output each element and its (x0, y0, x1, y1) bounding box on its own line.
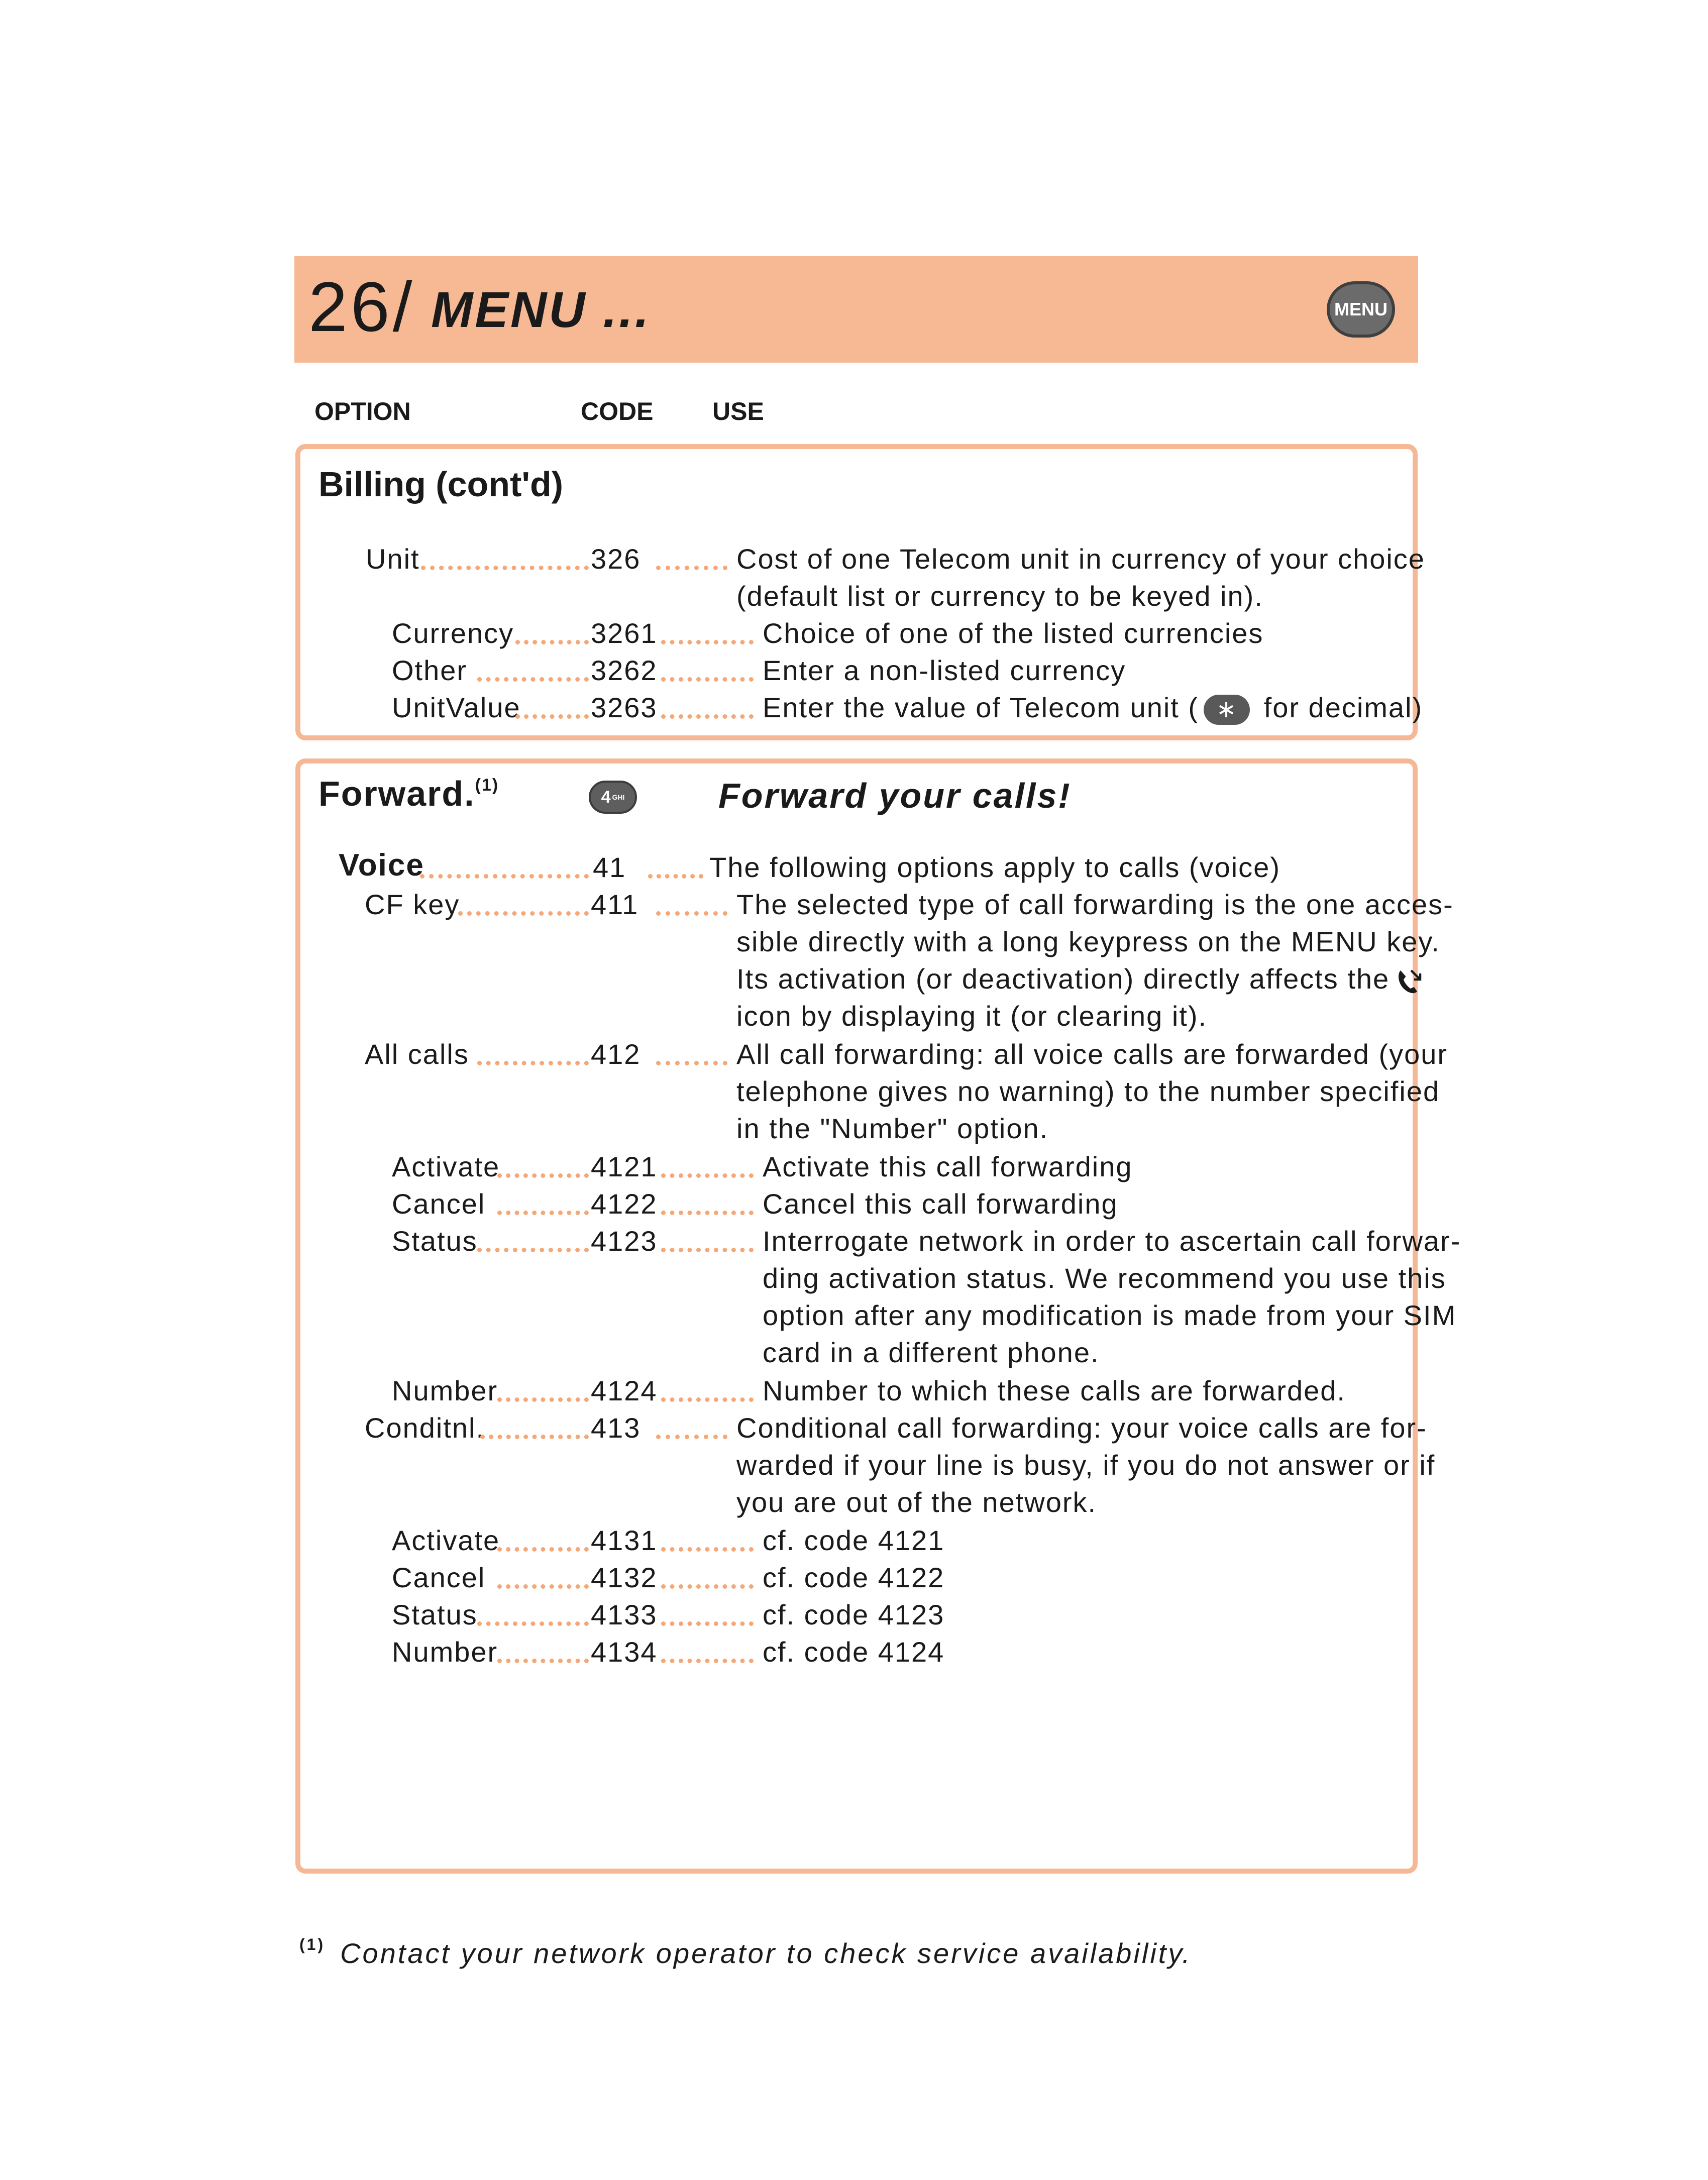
option-label: Status (392, 1599, 478, 1630)
dot-leader (420, 849, 589, 886)
forward-title (318, 774, 499, 814)
dot-leader (656, 1409, 727, 1447)
column-header-code: CODE (581, 397, 654, 425)
footnote-marker: (1) (299, 1935, 326, 1954)
option-use: Conditional call forwarding: your voice calls are for- warded if your line is busy, if you do not answer or if you are out of the network. (736, 1412, 1436, 1518)
option-label: Conditnl. (365, 1412, 485, 1444)
dot-leader (515, 689, 589, 726)
dot-leader (458, 886, 589, 923)
dot-leader (497, 1185, 589, 1223)
option-label: All calls (365, 1038, 469, 1070)
footnote (299, 1937, 1192, 1970)
option-label: Number (392, 1375, 498, 1406)
footnote-text: Contact your network operator to check service availability. (340, 1937, 1192, 1969)
option-use: Interrogate network in order to ascertain call forwar- ding activation status. We recommend you use this option after any modification is made from your SIM card in a different phone. (763, 1225, 1461, 1368)
option-label: Status (392, 1225, 478, 1257)
option-label: Activate (392, 1151, 500, 1182)
page-number: 26/ (308, 267, 415, 346)
forward-title-text: Forward. (318, 774, 475, 813)
dot-leader (497, 1372, 589, 1409)
dot-leader (656, 540, 727, 578)
call-forward-icon (1395, 966, 1425, 996)
option-use: cf. code 4123 (763, 1599, 945, 1630)
dot-leader (497, 1522, 589, 1559)
menu-key-icon: MENU (1327, 281, 1395, 338)
option-use: sible directly with a long keypress on the MENU key. (736, 926, 1440, 957)
option-code: 3263 (591, 692, 658, 723)
option-use: The selected type of call forwarding is the one acces- (736, 889, 1454, 920)
option-use: The following options apply to calls (voice) (709, 851, 1280, 883)
dot-leader (661, 1185, 754, 1223)
option-label: Cancel (392, 1562, 486, 1593)
option-code: 4122 (591, 1188, 658, 1220)
dot-leader (661, 1148, 754, 1185)
dot-leader (497, 1633, 589, 1671)
option-use: Cancel this call forwarding (763, 1188, 1118, 1220)
option-label: Voice (339, 848, 424, 883)
option-use: Activate this call forwarding (763, 1151, 1133, 1182)
dot-leader (661, 1223, 754, 1260)
option-code: 4131 (591, 1524, 658, 1556)
dot-leader (477, 1223, 589, 1260)
dot-leader (497, 1559, 589, 1596)
option-label: Number (392, 1636, 498, 1668)
page-header (294, 256, 1418, 363)
billing-title: Billing (cont'd) (318, 465, 564, 504)
dot-leader (661, 1596, 754, 1633)
dot-leader (661, 1633, 754, 1671)
use-text: Its activation (or deactivation) directly affects the (736, 963, 1390, 995)
option-code: 4132 (591, 1562, 658, 1593)
option-label: Activate (392, 1524, 500, 1556)
option-code: 3261 (591, 617, 658, 649)
option-label: Currency (392, 617, 514, 649)
use-text: for decimal) (1255, 692, 1423, 723)
dot-leader (480, 1409, 589, 1447)
dot-leader (648, 849, 703, 886)
dot-leader (661, 1372, 754, 1409)
option-code: 4123 (591, 1225, 658, 1257)
option-use: cf. code 4121 (763, 1524, 945, 1556)
dot-leader (477, 652, 589, 689)
dot-leader (661, 1522, 754, 1559)
option-code: 4133 (591, 1599, 658, 1630)
option-code: 411 (591, 889, 639, 920)
dot-leader (421, 540, 589, 578)
option-code: 4134 (591, 1636, 658, 1668)
option-use (763, 689, 1423, 726)
column-header-option: OPTION (314, 397, 411, 425)
forward-tagline: Forward your calls! (718, 776, 1072, 815)
option-use: Number to which these calls are forwarded. (763, 1375, 1346, 1406)
option-code: 41 (593, 851, 626, 883)
option-use: Cost of one Telecom unit in currency of your choice (default list or currency to be keyed in). (736, 543, 1425, 612)
dot-leader (477, 1036, 589, 1073)
dot-leader (661, 652, 754, 689)
option-use: cf. code 4124 (763, 1636, 945, 1668)
option-label: CF key (365, 889, 460, 920)
footnote-ref: (1) (475, 776, 499, 795)
option-use: Enter a non-listed currency (763, 655, 1126, 686)
dot-leader (661, 1559, 754, 1596)
key-4-icon (589, 781, 637, 814)
dot-leader (477, 1596, 589, 1633)
column-header-use: USE (712, 397, 764, 425)
option-code: 412 (591, 1038, 641, 1070)
option-use: icon by displaying it (or clearing it). (736, 1000, 1208, 1032)
option-code: 326 (591, 543, 641, 575)
option-label: Cancel (392, 1188, 486, 1220)
option-code: 413 (591, 1412, 641, 1444)
key-letters: GHI (612, 793, 625, 801)
dot-leader (656, 1036, 727, 1073)
page-title: MENU ... (431, 282, 651, 338)
dot-leader (661, 689, 754, 726)
option-use: cf. code 4122 (763, 1562, 945, 1593)
option-label: Other (392, 655, 468, 686)
dot-leader (656, 886, 727, 923)
option-label: Unit (366, 543, 420, 575)
option-use (736, 960, 1425, 998)
dot-leader (497, 1148, 589, 1185)
option-code: 4124 (591, 1375, 658, 1406)
dot-leader (661, 615, 754, 652)
option-code: 4121 (591, 1151, 658, 1182)
option-label: UnitValue (392, 692, 521, 723)
use-text: Enter the value of Telecom unit ( (763, 692, 1199, 723)
dot-leader (515, 615, 589, 652)
star-key-icon: ∗ (1204, 695, 1250, 725)
option-use: All call forwarding: all voice calls are forwarded (your telephone gives no warning) to the number specified in the "Number" option. (736, 1038, 1448, 1144)
key-digit: 4 (601, 787, 611, 807)
option-code: 3262 (591, 655, 658, 686)
option-use: Choice of one of the listed currencies (763, 617, 1264, 649)
